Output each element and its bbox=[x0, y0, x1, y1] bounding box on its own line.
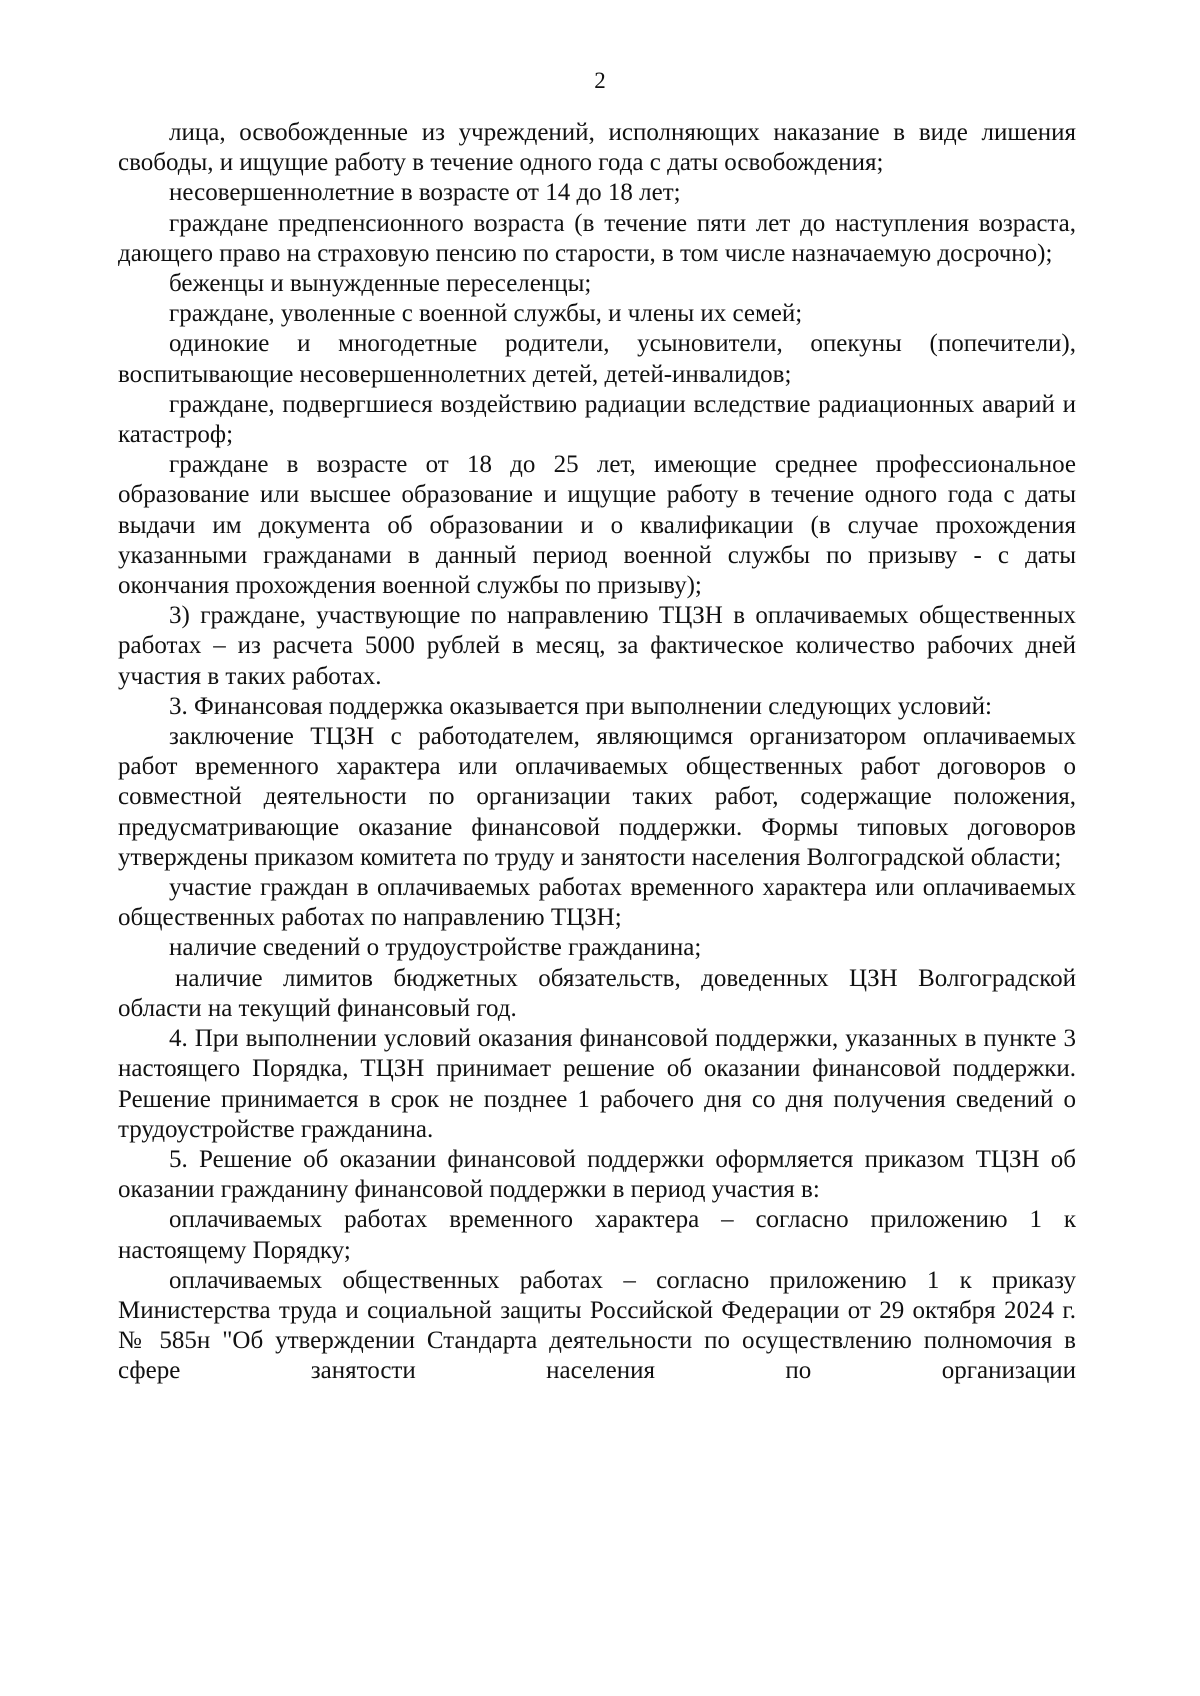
paragraph-young-graduates: граждане в возрасте от 18 до 25 лет, имеющие среднее профессиональное образование или высшее образование и ищущие работу в течение одного года с даты выдачи им документа об образовании и о квалификации (в случае прохождения указанными гражданами в данный период военной службы по призыву - с даты окончания прохождения военной службы по призыву); bbox=[118, 451, 1076, 600]
paragraph-section-4: 4. При выполнении условий оказания финансовой поддержки, указанных в пункте 3 настоящего Порядка, ТЦЗН принимает решение об оказании финансовой поддержки. Решение принимается в срок не позднее 1 рабочего дня со дня получения сведений о трудоустройстве гражданина. bbox=[118, 1025, 1076, 1143]
page-number: 2 bbox=[594, 68, 606, 93]
paragraph-section-5: 5. Решение об оказании финансовой поддержки оформляется приказом ТЦЗН об оказании гражданину финансовой поддержки в период участия в: bbox=[118, 1145, 1076, 1204]
paragraph-released-persons: лица, освобожденные из учреждений, исполняющих наказание в виде лишения свободы, и ищущие работу в течение одного года с даты освобождения; bbox=[118, 119, 1076, 177]
paragraph-section-3-heading: 3. Финансовая поддержка оказывается при выполнении следующих условий: bbox=[169, 692, 992, 720]
paragraph-budget-limits: наличие лимитов бюджетных обязательств, доведенных ЦЗН Волгоградской области на текущий финансовый год. bbox=[118, 964, 1076, 1022]
paragraph-radiation-exposed: граждане, подвергшиеся воздействию радиации вследствие радиационных аварий и катастроф; bbox=[118, 390, 1076, 449]
paragraph-employment-info: наличие сведений о трудоустройстве гражданина; bbox=[169, 934, 702, 962]
paragraph-refugees: беженцы и вынужденные переселенцы; bbox=[169, 270, 592, 298]
paragraph-public-works-rate: 3) граждане, участвующие по направлению ТЦЗН в оплачиваемых общественных работах – из расчета 5000 рублей в месяц, за фактическое количество рабочих дней участия в таких работах. bbox=[118, 602, 1076, 690]
paragraph-minors: несовершеннолетние в возрасте от 14 до 18 лет; bbox=[169, 179, 681, 207]
document-body bbox=[118, 118, 1076, 1387]
paragraph-employer-agreement: заключение ТЦЗН с работодателем, являющимся организатором оплачиваемых работ временного характера или оплачиваемых общественных работ договоров о совместной деятельности по организации таких работ, содержащие положения, предусматривающие оказание финансовой поддержки. Формы типовых договоров утверждены приказом комитета по труду и занятости населения Волгоградской области; bbox=[118, 723, 1076, 871]
paragraph-single-parents: одинокие и многодетные родители, усыновители, опекуны (попечители), воспитывающие несовершеннолетних детей, детей-инвалидов; bbox=[118, 330, 1076, 388]
paragraph-pre-retirement: граждане предпенсионного возраста (в течение пяти лет до наступления возраста, дающего право на страховую пенсию по старости, в том числе назначаемую досрочно); bbox=[118, 209, 1076, 267]
paragraph-public-works-order: оплачиваемых общественных работах – согласно приложению 1 к приказу Министерства труда и социальной защиты Российской Федерации от 29 октября 2024 г. № 585н "Об утверждении Стандарта деятельности по осуществлению полномочия в сфере занятости населения по организации bbox=[118, 1266, 1076, 1385]
paragraph-military-discharged: граждане, уволенные с военной службы, и члены их семей; bbox=[169, 300, 803, 328]
paragraph-citizen-participation: участие граждан в оплачиваемых работах временного характера или оплачиваемых общественных работах по направлению ТЦЗН; bbox=[118, 874, 1076, 932]
paragraph-temporary-works: оплачиваемых работах временного характера – согласно приложению 1 к настоящему Порядку; bbox=[118, 1206, 1076, 1264]
